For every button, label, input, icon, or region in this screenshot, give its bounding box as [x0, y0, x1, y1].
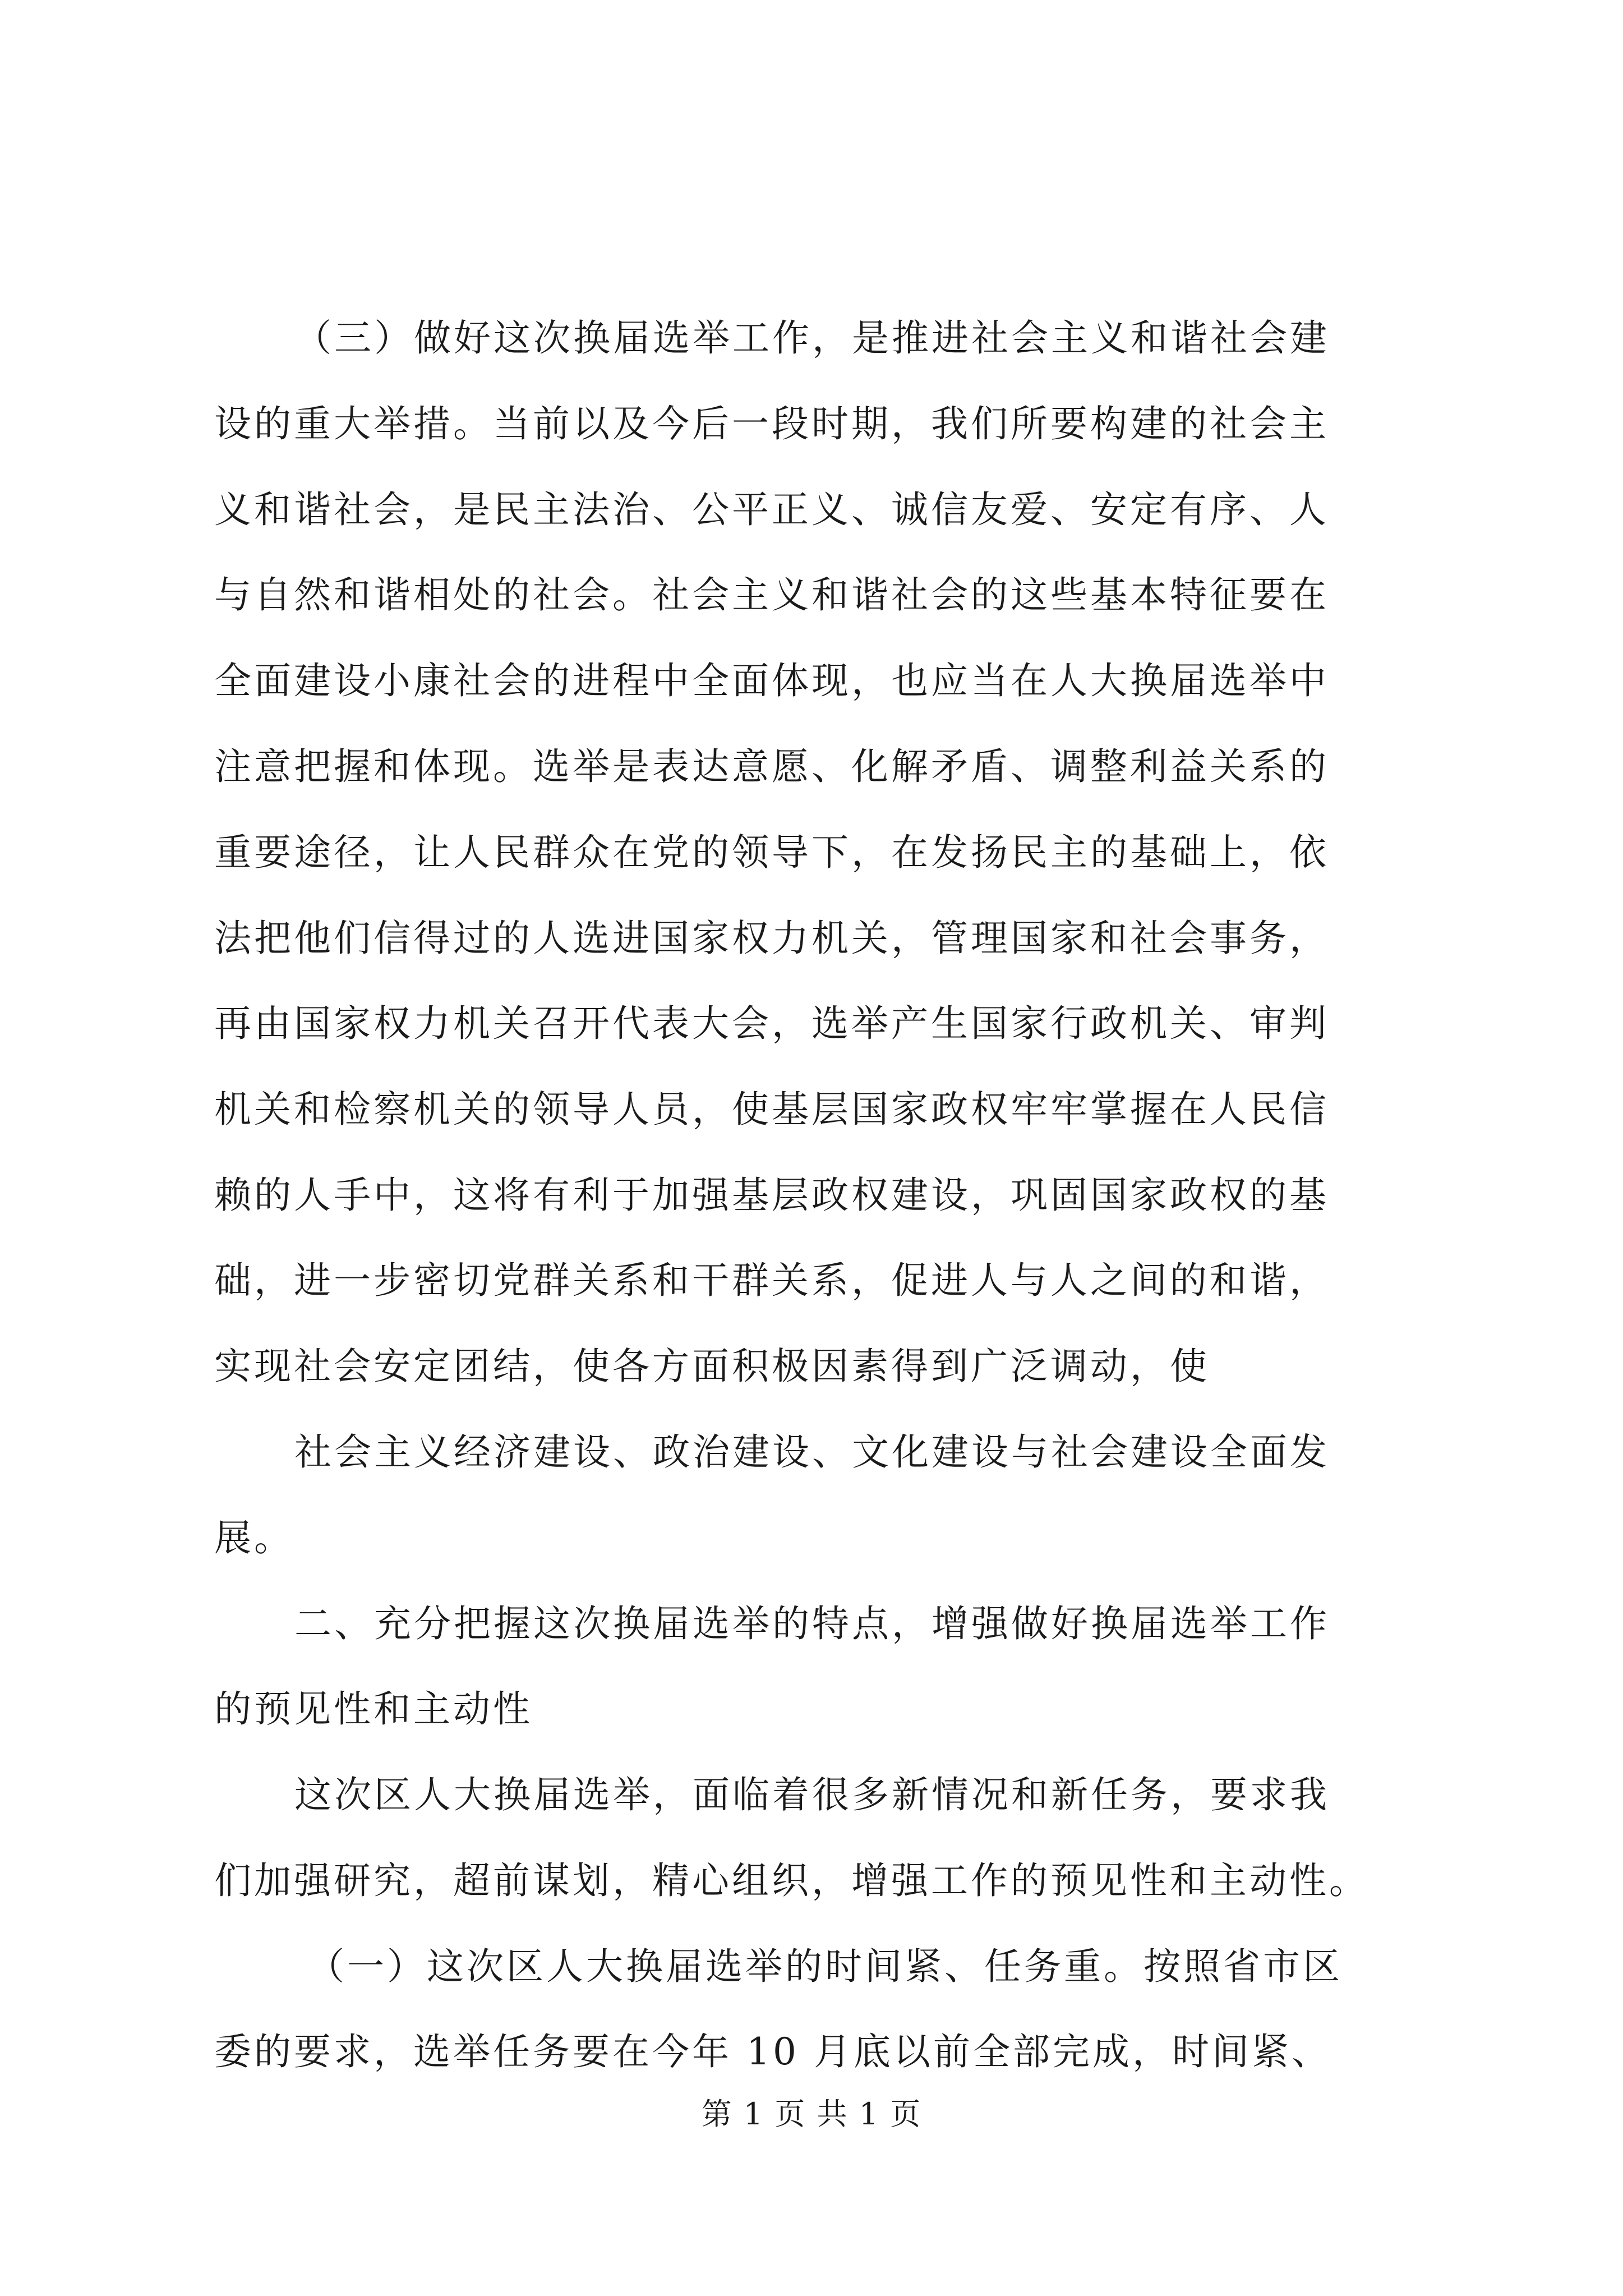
text-line-8: 法把他们信得过的人选进国家权力机关，管理国家和社会事务， — [214, 917, 1329, 960]
text-line-10: 机关和检察机关的领导人员，使基层国家政权牢牢掌握在人民信 — [214, 1088, 1329, 1131]
text-line-14: 社会主义经济建设、政治建设、文化建设与社会建设全面发 — [294, 1430, 1330, 1474]
text-line-11: 赖的人手中，这将有利于加强基层政权建设，巩固国家政权的基 — [214, 1174, 1329, 1217]
text-line-12: 础，进一步密切党群关系和干群关系，促进人与人之间的和谐， — [214, 1259, 1329, 1302]
text-line-4: 与自然和谐相处的社会。社会主义和谐社会的这些基本特征要在 — [214, 573, 1329, 616]
text-line-9: 再由国家权力机关召开代表大会，选举产生国家行政机关、审判 — [214, 1002, 1329, 1045]
text-line-3: 义和谐社会，是民主法治、公平正义、诚信友爱、安定有序、人 — [214, 488, 1329, 531]
text-line-5: 全面建设小康社会的进程中全面体现，也应当在人大换届选举中 — [214, 659, 1329, 702]
text-line-15: 展。 — [214, 1516, 294, 1559]
text-line-7: 重要途径，让人民群众在党的领导下，在发扬民主的基础上，依 — [214, 831, 1329, 874]
section-heading-line-2: 的预见性和主动性 — [214, 1687, 533, 1731]
text-line-17: 们加强研究，超前谋划，精心组织，增强工作的预见性和主动性。 — [214, 1859, 1369, 1902]
text-line-18: （一）这次区人大换届选举的时间紧、任务重。按照省市区 — [307, 1945, 1343, 1988]
text-line-16: 这次区人大换届选举，面临着很多新情况和新任务，要求我 — [294, 1773, 1330, 1816]
section-heading-line-1: 二、充分把握这次换届选举的特点，增强做好换届选举工作 — [294, 1602, 1330, 1645]
text-line-2: 设的重大举措。当前以及今后一段时期，我们所要构建的社会主 — [214, 402, 1329, 445]
text-line-1: （三）做好这次换届选举工作，是推进社会主义和谐社会建 — [294, 316, 1330, 360]
text-line-13: 实现社会安定团结，使各方面积极因素得到广泛调动，使 — [214, 1345, 1210, 1388]
text-line-6: 注意把握和体现。选举是表达意愿、化解矛盾、调整利益关系的 — [214, 745, 1329, 788]
page-footer: 第 1 页 共 1 页 — [701, 2096, 922, 2132]
text-line-19: 委的要求，选举任务要在今年 10 月底以前全部完成，时间紧、 — [214, 2030, 1331, 2073]
